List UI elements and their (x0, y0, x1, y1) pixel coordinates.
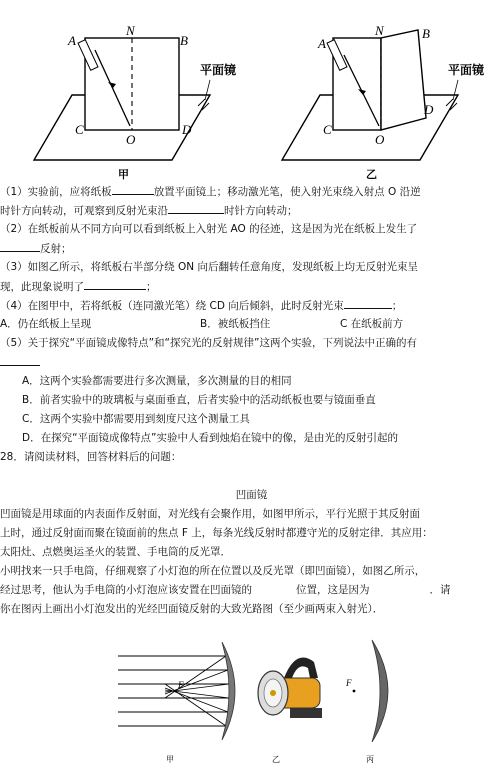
q4-text-b: ； (391, 300, 403, 312)
label-C-right: C (323, 122, 332, 137)
q28-header: 28．请阅读材料，回答材料后的问题： (0, 451, 182, 463)
q3-blank[interactable] (84, 277, 146, 290)
label-A-right: A (318, 36, 326, 51)
q28-p2-line-2 (0, 581, 503, 600)
figure-jia-top (0, 0, 503, 182)
caption-jia: 甲 (118, 168, 129, 181)
figure-concave-jia (118, 642, 235, 740)
q2-line-2 (0, 239, 503, 258)
question-block (0, 182, 503, 619)
reflected-ray-5 (165, 688, 228, 712)
figure-flashlight-yi[interactable] (258, 658, 322, 718)
q28-p2-line-3: 你在图丙上画出小灯泡发出的光经凹面镜反射的大致光路图（至少画两束入射光）． (0, 603, 384, 615)
q2-line-1 (0, 220, 503, 239)
figure-concave-mirrors (0, 622, 503, 768)
q3-text-b: 现，此现象说明了 (0, 281, 84, 293)
q1-text-b: 放置平面镜上；移动激光笔，使入射光束绕入射点 O 沿逆 (153, 186, 421, 198)
focus-label-bing: F (346, 678, 352, 688)
label-C-left: C (75, 122, 84, 137)
q5-blank[interactable] (0, 353, 40, 366)
q1-blank-1[interactable] (112, 182, 154, 195)
q5-option-a[interactable]: A．这两个实验都需要进行多次测量，多次测量的目的相同 (22, 375, 292, 387)
flashlight-handle (284, 658, 318, 678)
caption-yi: 乙 (366, 168, 377, 181)
figure-right (282, 23, 484, 181)
label-B-left: B (180, 33, 188, 48)
q28-p2-text-c: ．请 (429, 584, 451, 596)
q28-p2-text-b: 位置，这是因为 (296, 584, 370, 596)
label-B-right: B (422, 26, 430, 41)
flashlight-bulb (270, 690, 276, 696)
q1-blank-2[interactable] (168, 201, 224, 214)
focus-point-bing (353, 690, 356, 693)
mirror-label-right: 平面镜 (448, 63, 485, 77)
q2-text-a: （2）在纸板前从不同方向可以看到纸板上入射光 AO 的径迹，这是因为光在纸板上发生了 (0, 223, 418, 235)
q28-spacer (0, 467, 503, 486)
q5-option-b[interactable]: B．前者实验中的玻璃板与桌面垂直，后者实验中的活动纸板也要与镜面垂直 (22, 394, 376, 406)
q4-line-1 (0, 296, 503, 315)
q1-line-2 (0, 201, 503, 220)
q2-text-b: 反射； (40, 243, 72, 255)
q28-p2-text-a: 经过思考，他认为手电筒的小灯泡应该安置在凹面镜的 (0, 584, 252, 596)
q4-option-b[interactable]: B．被纸板挡住 (200, 318, 271, 330)
concave-mirror-bing (372, 640, 388, 742)
q4-text-a: （4）在图甲中，若将纸板（连同激光笔）绕 CD 向后倾斜，此时反射光束 (0, 300, 344, 312)
q28-p1-line-1: 凹面镜是用球面的内表面作反射面，对光线有会聚作用，如图甲所示，平行光照于其反射面 (0, 508, 420, 520)
figure-concave-bing[interactable] (345, 640, 388, 742)
q4-options (0, 315, 503, 334)
q4-option-c[interactable]: C 在纸板前方 (340, 318, 404, 330)
q1-line-1 (0, 182, 503, 201)
q4-option-a[interactable]: A．仍在纸板上呈现 (0, 318, 92, 330)
q1-text-c: 时针方向转动，可观察到反射光束沿 (0, 205, 168, 217)
q2-blank[interactable] (0, 239, 40, 252)
concave-mirror-jia (222, 642, 235, 740)
q5-option-c[interactable]: C．这两个实验中都需要用到刻度尺这个测量工具 (22, 413, 250, 425)
q28-title: 凹面镜 (235, 489, 268, 501)
paper-board-folded-half (381, 30, 426, 130)
caption-bottom-bing: 丙 (366, 755, 374, 764)
q5-option-d[interactable]: D．在探究“平面镜成像特点”实验中人看到烛焰在镜中的像，是由光的反射引起的 (22, 432, 398, 444)
mirror-label-left: 平面镜 (200, 63, 237, 77)
q4-blank[interactable] (344, 296, 392, 309)
q28-p2-line-1: 小明找来一只手电筒，仔细观察了小灯泡的所在位置以及反光罩（即凹面镜），如图乙所示， (0, 565, 426, 577)
q28-blank-1[interactable] (252, 581, 296, 593)
label-A-left: A (68, 33, 76, 48)
label-D-right: D (424, 102, 434, 117)
q28-p1-line-3: 太阳灶、点燃奥运圣火的装置、手电筒的反光罩． (0, 546, 231, 558)
label-O-left: O (126, 132, 136, 147)
q28-blank-2[interactable] (370, 581, 430, 593)
reflected-ray-4 (165, 690, 229, 698)
q1-text-a: （1）实验前，应将纸板 (0, 186, 112, 198)
q5-text-a: （5）关于探究“平面镜成像特点”和“探究光的反射规律”这两个实验，下列说法中正确的有 (0, 337, 417, 349)
label-D-left: D (182, 122, 192, 137)
reflected-ray-6 (165, 684, 226, 726)
caption-bottom-jia: 甲 (166, 755, 174, 764)
figure-left (34, 23, 236, 181)
caption-bottom-yi: 乙 (272, 755, 280, 764)
q28-p1-line-2: 上时，通过反射面而聚在镜面前的焦点 F 上，每条光线反射时都遵守光的反射定律．其应用： (0, 527, 433, 539)
q3-line-1 (0, 258, 503, 277)
label-N-right: N (375, 23, 384, 38)
focus-label-jia: F (178, 680, 184, 690)
label-N-left: N (126, 23, 135, 38)
flashlight-base (290, 708, 322, 718)
q3-text-a: （3）如图乙所示，将纸板右半部分绕 ON 向后翻转任意角度，发现纸板上均无反射光束呈 (0, 261, 418, 273)
label-O-right: O (375, 132, 385, 147)
q5-line-1 (0, 334, 503, 353)
q3-line-2 (0, 277, 503, 296)
q5-line-2 (0, 353, 503, 372)
q1-text-d: 时针方向转动； (224, 205, 298, 217)
q3-text-c: ； (146, 281, 157, 293)
